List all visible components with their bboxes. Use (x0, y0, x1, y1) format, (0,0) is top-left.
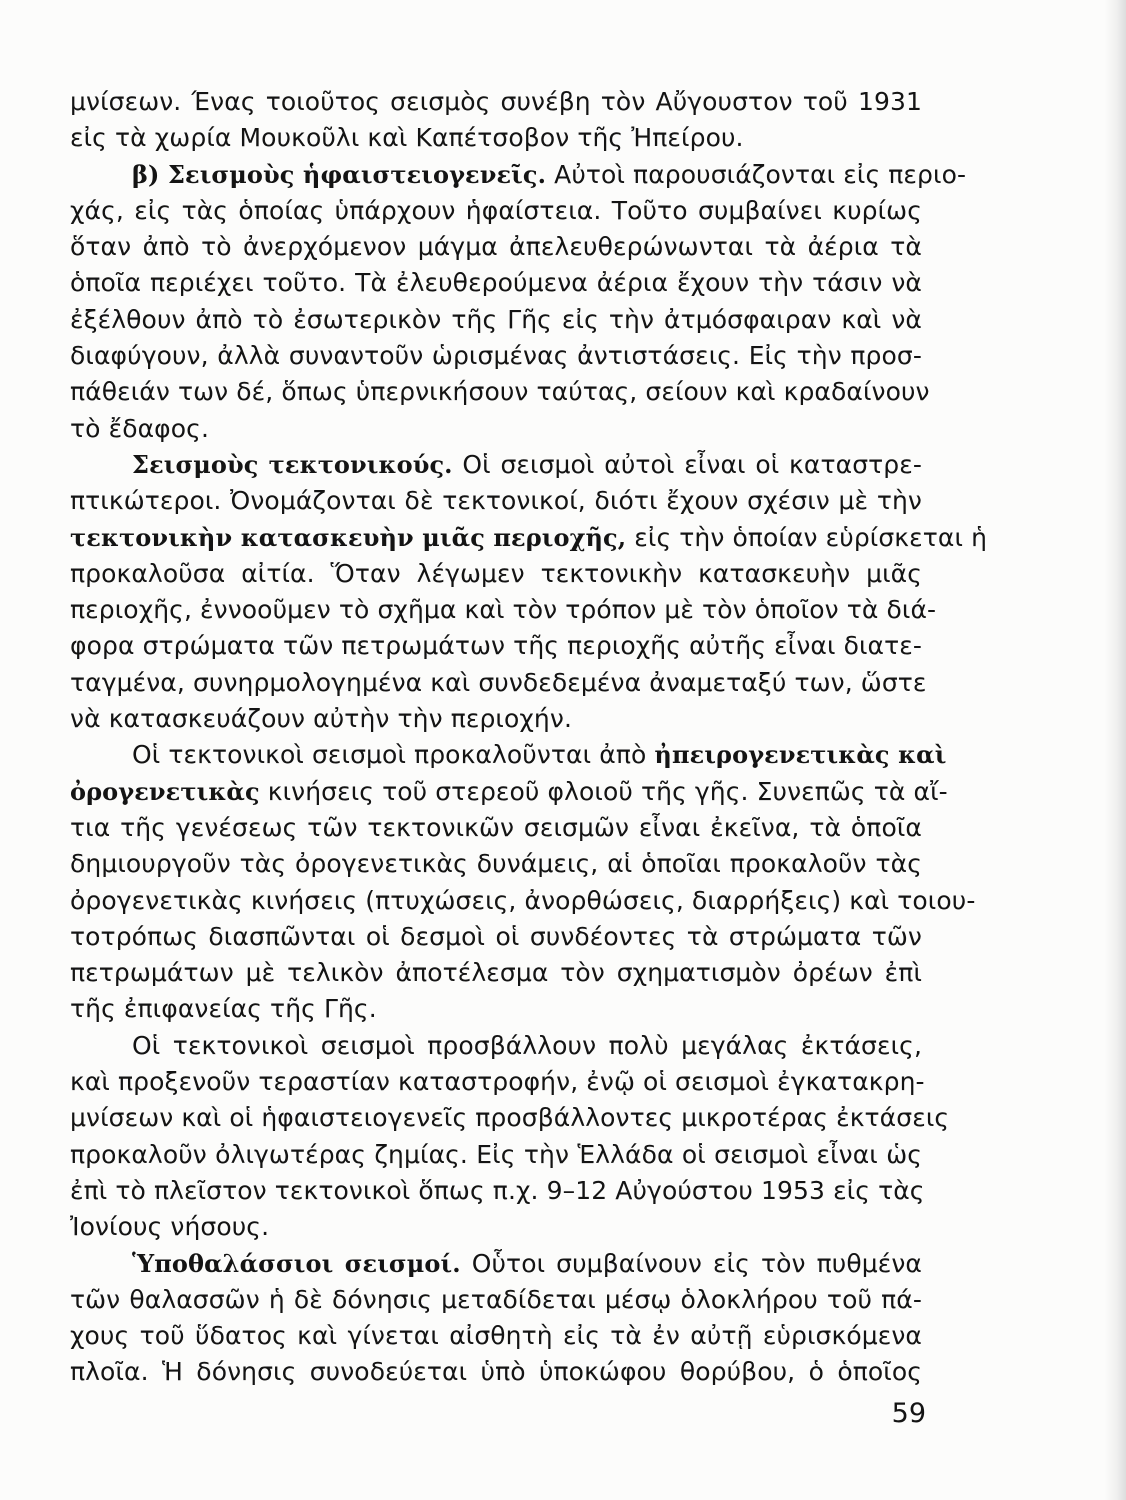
line-text: τῆς ἐπιφανείας τῆς Γῆς. (70, 994, 377, 1024)
line-text: ἐξέλθουν ἀπὸ τὸ ἐσωτερικὸν τῆς Γῆς εἰς τὴν ἀτμόσφαιραν καὶ νὰ (70, 304, 922, 334)
text-line (70, 229, 922, 265)
line-text: ὁποῖα περιέχει τοῦτο. Τὰ ἐλευθερούμενα ἀέρια ἔχουν τὴν τάσιν νὰ (70, 268, 922, 298)
line-text: μνίσεων. Ένας τοιοῦτος σεισμὸς συνέβη τὸν Αὔγουστον τοῦ 1931 (70, 87, 922, 116)
text-line (70, 556, 922, 592)
text-line (70, 991, 922, 1027)
text-line (70, 701, 922, 737)
line-text: πάθειάν των δέ, ὅπως ὑπερνικήσουν ταύτας, σείουν καὶ κραδαίνουν (70, 377, 930, 407)
text-line (70, 302, 922, 338)
line-text: προκαλοῦν ὀλιγωτέρας ζημίας. Εἰς τὴν Ἑλλάδα οἱ σεισμοὶ εἶναι ὡς (70, 1139, 922, 1169)
bold-term: Ὑποθαλάσσιοι σεισμοί. (132, 1248, 461, 1278)
text-line (70, 846, 922, 882)
text-line (70, 1354, 922, 1390)
line-text: φορα στρώματα τῶν πετρωμάτων τῆς περιοχῆς αὐτῆς εἶναι διατε- (70, 631, 922, 661)
line-text: μνίσεων καὶ οἱ ἡφαιστειογενεῖς προσβάλλοντες μικροτέρας ἐκτάσεις (70, 1103, 950, 1133)
line-text: χους τοῦ ὕδατος καὶ γίνεται αἰσθητὴ εἰς τὰ ἐν αὐτῇ εὑρισκόμενα (70, 1321, 922, 1351)
line-text: ταγμένα, συνηρμολογημένα καὶ συνδεδεμένα ἀναμεταξύ των, ὥστε (70, 667, 927, 697)
text-line (70, 737, 947, 773)
line-text: πετρωμάτων μὲ τελικὸν ἀποτέλεσμα τὸν σχηματισμὸν ὀρέων ἐπὶ (70, 958, 922, 988)
text-line (70, 193, 922, 229)
line-text: Αὐτοὶ παρουσιάζονται εἰς περιο- (546, 159, 967, 189)
line-text: εἰς τὴν ὁποίαν εὑρίσκεται ἡ (626, 522, 988, 552)
text-line (70, 1028, 922, 1064)
line-text: Οἱ τεκτονικοὶ σεισμοὶ προκαλοῦνται ἀπὸ (132, 740, 655, 770)
text-line (70, 374, 930, 410)
line-text: Ἰονίους νήσους. (70, 1212, 270, 1242)
page-number: 59 (891, 1398, 926, 1429)
text-line (70, 447, 922, 483)
page-edge-shadow (1104, 0, 1126, 1500)
text-line (70, 883, 976, 919)
bold-term: ἠπειρογενετικὰς καὶ (654, 740, 947, 770)
line-text: περιοχῆς, ἐννοοῦμεν τὸ σχῆμα καὶ τὸν τρόπον μὲ τὸν ὁποῖον τὰ διά- (70, 595, 937, 625)
line-text: χάς, εἰς τὰς ὁποίας ὑπάρχουν ἡφαίστεια. Τοῦτο συμβαίνει κυρίως (70, 195, 922, 225)
text-line (70, 157, 967, 193)
text-line (70, 483, 922, 519)
body-text (70, 84, 988, 1391)
text-line (70, 774, 948, 810)
line-text: νὰ κατασκευάζουν αὐτὴν τὴν περιοχήν. (70, 704, 572, 734)
text-line (70, 520, 988, 556)
text-line (70, 955, 922, 991)
text-line (70, 1100, 950, 1136)
text-line (70, 1064, 925, 1100)
text-line (70, 1173, 925, 1209)
line-text: διαφύγουν, ἀλλὰ συναντοῦν ὡρισμένας ἀντιστάσεις. Εἰς τὴν προσ- (70, 341, 922, 371)
line-text: πτικώτεροι. Ὀνομάζονται δὲ τεκτονικοί, διότι ἔχουν σχέσιν μὲ τὴν (70, 486, 922, 516)
line-text: πλοῖα. Ἡ δόνησις συνοδεύεται ὑπὸ ὑποκώφου θορύβου, ὁ ὁποῖος (70, 1357, 922, 1387)
line-text: εἰς τὰ χωρία Μουκοῦλι καὶ Καπέτσοβον τῆς Ἠπείρου. (70, 123, 744, 153)
line-text: Οὗτοι συμβαίνουν εἰς τὸν πυθμένα (460, 1248, 922, 1278)
text-line (70, 1209, 922, 1245)
line-text: τια τῆς γενέσεως τῶν τεκτονικῶν σεισμῶν εἶναι ἐκεῖνα, τὰ ὁποῖα (70, 812, 922, 842)
bold-term: β) Σεισμοὺς ἡφαιστειογενεῖς. (132, 159, 547, 189)
line-text: ὀρογενετικὰς κινήσεις (πτυχώσεις, ἀνορθώσεις, διαρρήξεις) καὶ τοιου- (70, 885, 976, 915)
line-text: καὶ προξενοῦν τεραστίαν καταστροφήν, ἐνῷ οἱ σεισμοὶ ἐγκατακρη- (70, 1067, 925, 1097)
text-line (70, 120, 922, 156)
bold-term: τεκτονικὴν κατασκευὴν μιᾶς περιοχῆς, (70, 522, 627, 552)
text-line (70, 338, 922, 374)
text-line (70, 1137, 922, 1173)
line-text: ἐπὶ τὸ πλεῖστον τεκτονικοὶ ὅπως π.χ. 9–12 Αὐγούστου 1953 εἰς τὰς (70, 1175, 925, 1205)
text-line (70, 665, 927, 701)
line-text: τῶν θαλασσῶν ἡ δὲ δόνησις μεταδίδεται μέσῳ ὁλοκλήρου τοῦ πά- (70, 1284, 922, 1314)
line-text: κινήσεις τοῦ στερεοῦ φλοιοῦ τῆς γῆς. Συνεπῶς τὰ αἴ- (259, 776, 948, 806)
line-text: προκαλοῦσα αἰτία. Ὅταν λέγωμεν τεκτονικὴν κατασκευὴν μιᾶς (70, 558, 922, 588)
line-text: τὸ ἔδαφος. (70, 413, 209, 443)
line-text: δημιουργοῦν τὰς ὀρογενετικὰς δυνάμεις, αἱ ὁποῖαι προκαλοῦν τὰς (70, 849, 922, 879)
text-line (70, 628, 922, 664)
text-line (70, 919, 922, 955)
line-text: Οἱ τεκτονικοὶ σεισμοὶ προσβάλλουν πολὺ μεγάλας ἐκτάσεις, (132, 1030, 922, 1060)
text-line (70, 1282, 922, 1318)
line-text: τοτρόπως διασπῶνται οἱ δεσμοὶ οἱ συνδέοντες τὰ στρώματα τῶν (70, 921, 922, 951)
line-text: ὅταν ἀπὸ τὸ ἀνερχόμενον μάγμα ἀπελευθερώνωνται τὰ ἀέρια τὰ (70, 232, 922, 262)
bold-term: Σεισμοὺς τεκτονικούς. (132, 449, 453, 479)
text-line (70, 592, 937, 628)
bold-term: ὀρογενετικὰς (70, 776, 260, 806)
text-line (70, 1246, 922, 1282)
text-line (70, 265, 922, 301)
text-line (70, 411, 922, 447)
line-text: Οἱ σεισμοὶ αὐτοὶ εἶναι οἱ καταστρε- (452, 449, 922, 479)
text-line (70, 810, 922, 846)
text-line (70, 1318, 922, 1354)
text-line (70, 84, 922, 120)
